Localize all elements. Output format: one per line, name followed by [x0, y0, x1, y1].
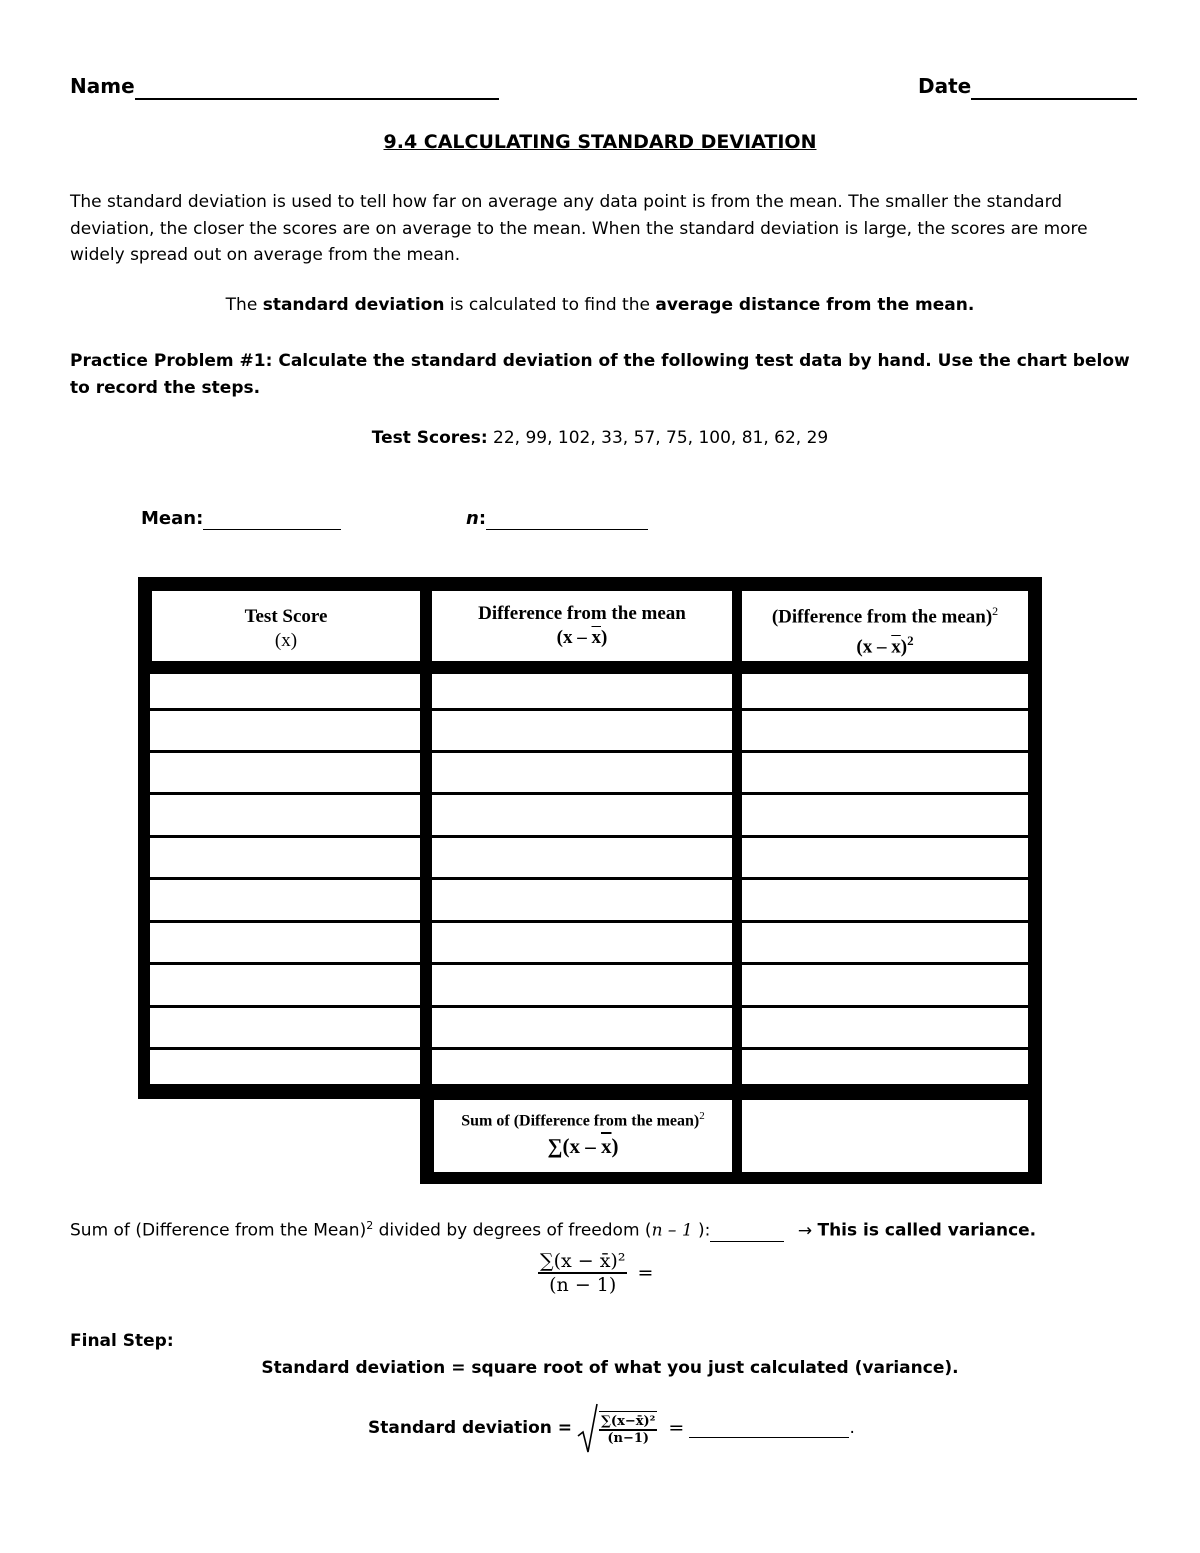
header-difference: [432, 591, 732, 661]
header-difference-squared-title: (Difference from the mean)$^2$: [771, 604, 999, 628]
table-row: [146, 877, 1032, 880]
sum-value-cell[interactable]: [742, 1100, 1028, 1172]
page-title: 9.4 CALCULATING STANDARD DEVIATION: [383, 131, 817, 153]
header-difference-title: Difference from the mean: [478, 603, 686, 624]
table-row: [146, 792, 1032, 795]
sum-formula: $\sum(x - \overline{x})$: [547, 1134, 619, 1159]
table-row: [146, 750, 1032, 753]
variance-text-a: Sum of (Difference from the Mean): [70, 1220, 367, 1241]
n-colon: :: [478, 508, 487, 529]
variance-called: This is called variance.: [817, 1220, 1037, 1241]
date-blank[interactable]: [971, 74, 1137, 100]
sd-formula: [368, 1402, 855, 1458]
sd-answer-blank[interactable]: [689, 1418, 849, 1438]
mean-blank[interactable]: [203, 508, 341, 530]
table-row: [146, 835, 1032, 838]
final-step-instruction: Standard deviation = square root of what you just calculated (variance).: [261, 1358, 959, 1378]
header-difference-squared-formula: $(x - \overline{x})^2$: [856, 633, 914, 658]
variance-equals: =: [637, 1262, 654, 1284]
mean-field[interactable]: [141, 508, 341, 530]
sd-equals: =: [668, 1417, 685, 1439]
variance-blank[interactable]: [710, 1221, 784, 1242]
sum-title: Sum of (Difference from the mean)$^2$: [461, 1110, 705, 1130]
variance-line: [70, 1219, 1036, 1242]
table-row: [146, 708, 1032, 711]
table-row: [146, 1005, 1032, 1008]
name-field[interactable]: [70, 74, 499, 100]
computation-table: [138, 577, 1042, 1099]
mean-label: Mean:: [141, 508, 204, 529]
n-blank[interactable]: [486, 508, 648, 530]
variance-fraction: [538, 1250, 627, 1296]
date-field[interactable]: [918, 74, 1137, 100]
test-scores-label: Test Scores:: [371, 428, 488, 448]
header-test-score-sub: (x): [274, 630, 298, 651]
sum-table: [420, 1094, 1042, 1184]
variance-n-expr: n – 1: [651, 1220, 699, 1241]
final-step-label: Final Step:: [70, 1331, 174, 1351]
sum-label-cell: [434, 1100, 732, 1172]
test-scores: [0, 428, 1200, 448]
variance-numerator: ∑(x − x̄)²: [540, 1250, 626, 1272]
date-label: Date: [918, 74, 972, 98]
header-difference-squared: [742, 591, 1028, 661]
sd-denominator: (n−1): [607, 1430, 650, 1446]
test-scores-values: 22, 99, 102, 33, 57, 75, 100, 81, 62, 29: [493, 428, 829, 448]
header-test-score: [152, 591, 420, 661]
variance-formula: [538, 1250, 653, 1296]
variance-sup: 2: [366, 1219, 374, 1232]
sd-fraction: [599, 1411, 657, 1446]
arrow-icon: →: [797, 1220, 813, 1241]
name-label: Name: [70, 74, 135, 98]
table-row: [146, 1047, 1032, 1050]
sd-numerator: ∑(x−x̄)²: [601, 1413, 656, 1429]
sqrt-symbol: [577, 1402, 657, 1454]
n-field[interactable]: [466, 508, 648, 530]
variance-text-b: divided by degrees of freedom (: [373, 1220, 652, 1241]
intro-paragraph: The standard deviation is used to tell how far on average any data point is from the mean. The smaller the standard deviation, the closer the scores are on average to the mean. When the standard deviation is large, the scores are more widely spread out on average from the mean.: [70, 192, 1088, 265]
definition-bold-2: average distance from the mean.: [655, 295, 975, 315]
definition-text-2: is calculated to find the: [444, 295, 656, 315]
variance-text-c: ):: [698, 1220, 711, 1241]
table-row: [146, 920, 1032, 923]
sd-label: Standard deviation =: [368, 1418, 573, 1438]
header-test-score-title: Test Score: [244, 606, 328, 627]
table-row: [146, 962, 1032, 965]
variance-denominator: (n − 1): [549, 1274, 617, 1296]
definition-line: [0, 295, 1200, 315]
sd-period: .: [849, 1418, 855, 1438]
header-difference-formula: $(x - \overline{x})$: [556, 627, 608, 648]
definition-text-1: The: [225, 295, 263, 315]
definition-bold-1: standard deviation: [262, 295, 445, 315]
n-label: n: [466, 508, 479, 529]
practice-problem: Practice Problem #1: Calculate the standard deviation of the following test data by hand. Use the chart below to record the steps.: [70, 351, 1130, 398]
name-blank[interactable]: [135, 74, 499, 100]
